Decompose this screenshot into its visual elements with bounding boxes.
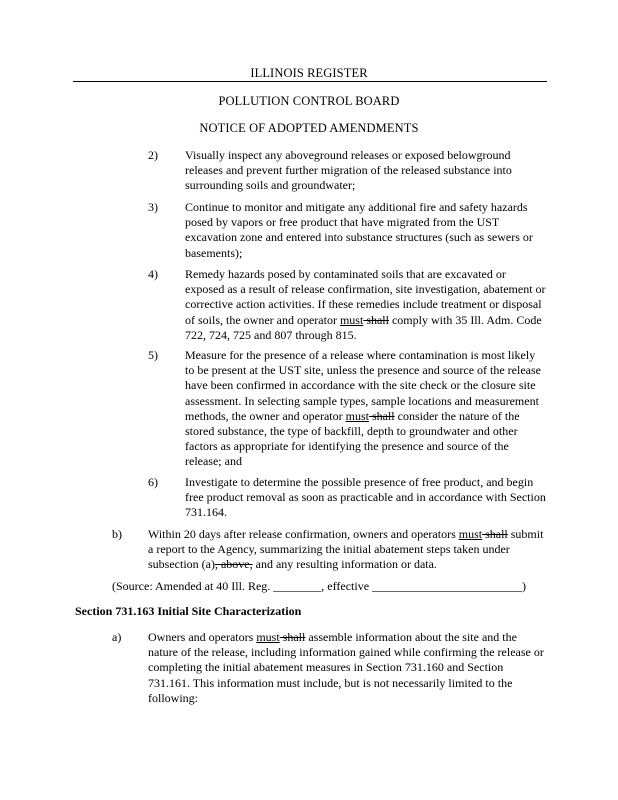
register-header: ILLINOIS REGISTER [250, 66, 368, 80]
item-b-text: Within 20 days after release confirmation, owners and operators must shall submit a report to the Agency, summarizing the initial abatement steps taken under subsection (a), above, and any resulting information or data. [148, 527, 544, 572]
source-note: (Source: Amended at 40 Ill. Reg. ________, effective _________________________) [112, 579, 527, 593]
item-2-number: 2) [148, 148, 158, 162]
deleted-shall: shall [279, 630, 306, 644]
section-title: Section 731.163 Initial Site Characterization [75, 604, 302, 618]
item-4-text: Remedy hazards posed by contaminated soils that are excavated or exposed as a result of release confirmation, site investigation, abatement or corrective action activities. If these remedies include treatment or disposal of soils, the owner and operator must shall comply with 35 Ill. Adm. Code 722, 724, 725 and 807 through 815. [185, 267, 546, 342]
deleted-shall: shall [482, 527, 508, 541]
item-6-number: 6) [148, 475, 158, 489]
header-rule [73, 81, 547, 82]
inserted-must: must [345, 408, 369, 423]
notice-header: NOTICE OF ADOPTED AMENDMENTS [199, 121, 419, 135]
item-b-number: b) [112, 527, 122, 541]
deleted-shall: shall [368, 408, 395, 423]
inserted-must: must [339, 312, 364, 327]
item-6-text: Investigate to determine the possible presence of free product, and begin free product removal as soon as practicable and in accordance with Section 731.164. [185, 475, 546, 520]
inserted-must: must [458, 527, 483, 541]
item-4-number: 4) [148, 267, 158, 281]
section-a-number: a) [112, 630, 122, 644]
item-3-number: 3) [148, 200, 158, 214]
item-3-text: Continue to monitor and mitigate any additional fire and safety hazards posed by vapors or free product that have migrated from the UST excavation zone and entered into substance structures (such as sewers or basements); [185, 200, 533, 260]
deleted-shall: shall [363, 312, 389, 327]
item-5-text: Measure for the presence of a release where contamination is most likely to be present at the UST site, unless the presence and source of the release have been confirmed in accordance with the site check or the closure site assessment. In selecting sample types, sample locations and measurement methods, the owner and operator must shall consider the nature of the stored substance, the type of backfill, depth to groundwater and other factors as appropriate for identifying the presence and source of the release; and [185, 348, 541, 469]
section-a-text: Owners and operators must shall assemble information about the site and the nature of the release, including information gained while confirming the release or completing the initial abatement measures in Section 731.160 and Section 731.161. This information must include, but is not necessarily limited to the following: [148, 630, 544, 705]
inserted-must: must [256, 630, 280, 644]
item-2-text: Visually inspect any aboveground releases or exposed belowground releases and prevent further migration of the released substance into surrounding soils and groundwater; [185, 148, 512, 193]
deleted-above: , above, [214, 557, 253, 572]
board-header: POLLUTION CONTROL BOARD [218, 94, 400, 108]
item-5-number: 5) [148, 348, 158, 362]
